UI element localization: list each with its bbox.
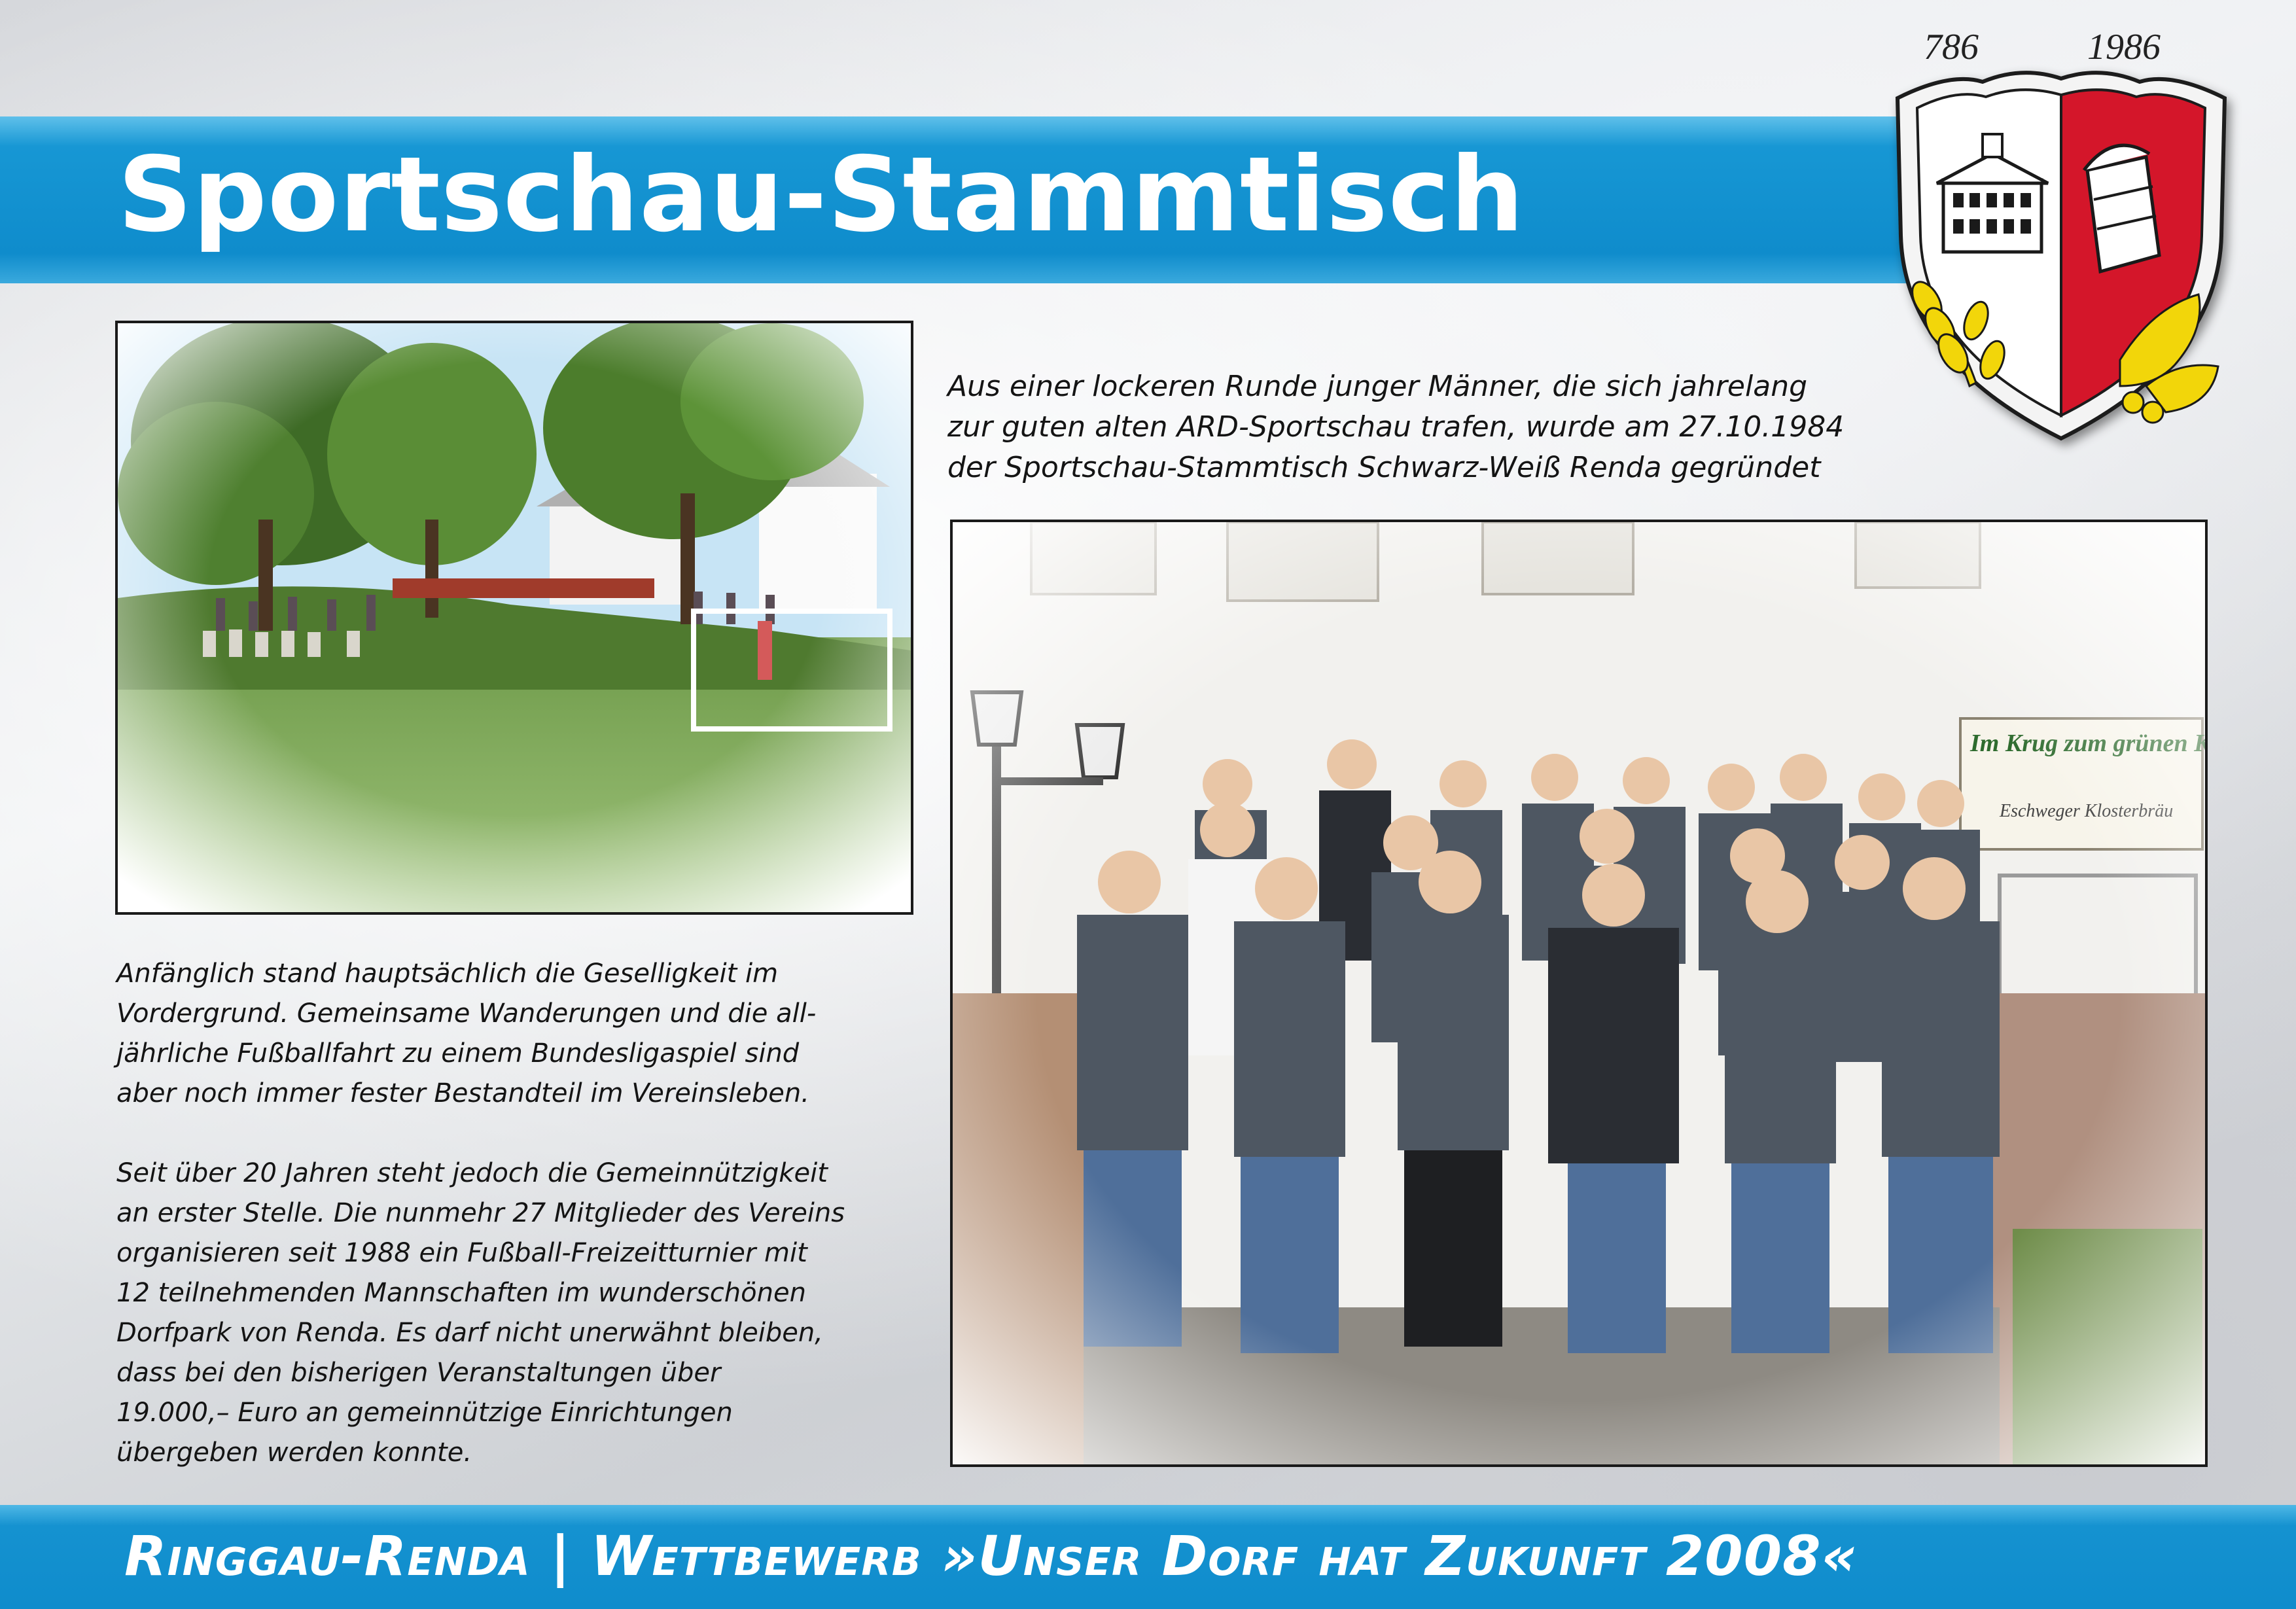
crest-year-left: 786 bbox=[1924, 27, 1979, 67]
page-title: Sportschau-Stammtisch bbox=[118, 135, 1525, 255]
text-line: dass bei den bisherigen Veranstaltungen über bbox=[116, 1358, 721, 1388]
text-line: 12 teilnehmenden Mannschaften im wunderschönen bbox=[116, 1278, 806, 1308]
crest-year-right: 1986 bbox=[2087, 27, 2161, 67]
text-line: Anfänglich stand hauptsächlich die Geselligkeit im bbox=[116, 959, 779, 989]
text-line: übergeben werden konnte. bbox=[116, 1438, 472, 1468]
intro-line: Aus einer lockeren Runde junger Männer, die sich jahrelang bbox=[947, 370, 1808, 403]
park-photo bbox=[115, 321, 913, 915]
paragraph-2 bbox=[116, 1154, 921, 1473]
body-text bbox=[116, 954, 921, 1513]
text-line: Vordergrund. Gemeinsame Wanderungen und die all- bbox=[116, 999, 817, 1029]
coat-of-arms bbox=[1871, 20, 2251, 491]
text-line: organisieren seit 1988 ein Fußball-Freizeitturnier mit bbox=[116, 1238, 807, 1268]
intro-line: zur guten alten ARD-Sportschau trafen, wurde am 27.10.1984 bbox=[947, 410, 1845, 444]
text-line: jährliche Fußballfahrt zu einem Bundesligaspiel sind bbox=[116, 1038, 800, 1069]
text-line: 19.000,– Euro an gemeinnützige Einrichtungen bbox=[116, 1398, 733, 1428]
text-line: Dorfpark von Renda. Es darf nicht unerwähnt bleiben, bbox=[116, 1318, 823, 1348]
intro-text bbox=[947, 366, 1896, 488]
intro-line: der Sportschau-Stammtisch Schwarz-Weiß Renda gegründet bbox=[947, 451, 1821, 484]
text-line: Seit über 20 Jahren steht jedoch die Gemeinnützigkeit bbox=[116, 1158, 828, 1188]
text-line: aber noch immer fester Bestandteil im Vereinsleben. bbox=[116, 1078, 809, 1108]
paragraph-1 bbox=[116, 954, 921, 1114]
footer-text: Ringgau-Renda | Wettbewerb »Unser Dorf hat Zukunft 2008« bbox=[124, 1524, 1858, 1588]
team-photo bbox=[950, 520, 2208, 1467]
text-line: an erster Stelle. Die nunmehr 27 Mitglieder des Vereins bbox=[116, 1198, 845, 1228]
